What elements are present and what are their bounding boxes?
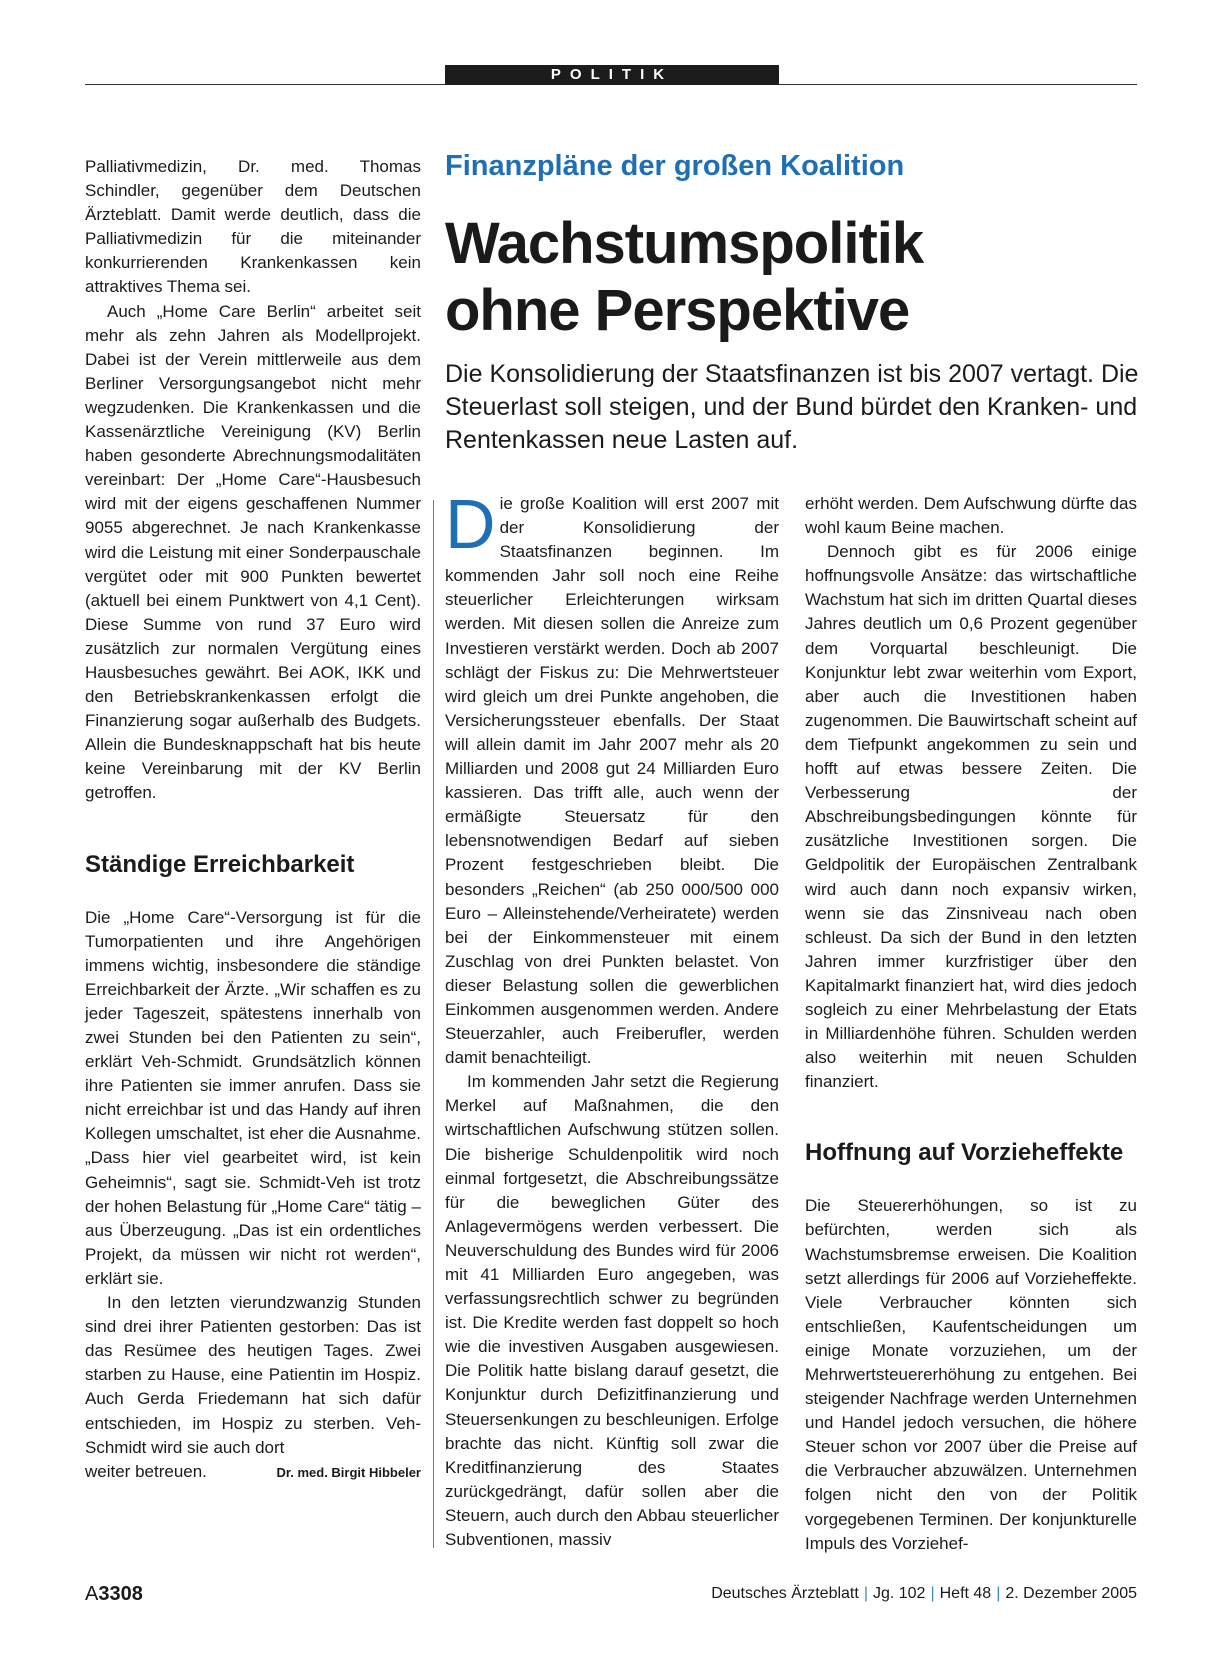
left-paragraph-4-end: weiter betreuen. [85,1461,207,1481]
author-line [85,1460,421,1485]
page-number [85,1583,143,1606]
journal-volume: Jg. 102 [872,1585,926,1602]
drop-cap: D [445,485,496,563]
right-subheading: Hoffnung auf Vorzieheffekte [805,1139,1124,1167]
headline-line-2: ohne Perspektive [445,278,910,343]
journal-footer [711,1585,1137,1603]
article-headline [445,210,1145,344]
journal-date: 2. Dezember 2005 [1005,1585,1137,1602]
middle-paragraph-2: Im kommenden Jahr setzt die Regierung Merkel auf Maßnahmen, die den wirtschaftlichen Aufschwung stützen sollen. Die bisherige Schuldenpolitik wird noch einmal fortgesetzt, die Abschreibungssätze für die beweglichen Güter des Anlagevermögens werden verbessert. Die Neuverschuldung des Bundes wird für 2006 mit 41 Milliarden Euro angegeben, was verfassungsrechtlich schwer zu begründen ist. Die Kredite werden fast doppelt so hoch wie die investiven Ausgaben ausgewiesen. Die Politik hatte bislang darauf gesetzt, die Konjunktur durch Defizitfinanzierung und Steuersenkungen zu beschleunigen. Erfolge brachte das nicht. Künftig soll zwar die Kreditfinanzierung des Staates zurückgedrängt, dafür sollen aber die Steuern, auch durch den Abbau steuerlicher Subventionen, massiv [445,1072,779,1550]
article-kicker: Finanzpläne der großen Koalition [445,150,905,182]
footer-separator: | [996,1585,1001,1602]
left-subheading: Ständige Erreichbarkeit [85,850,355,878]
article-author: Dr. med. Birgit Hibbeler [276,1464,421,1480]
left-paragraph-2: Auch „Home Care Berlin“ arbeitet seit mehr als zehn Jahren als Modellprojekt. Dabei ist der Verein mittlerweile aus dem Berliner Versorgungsangebot nicht mehr wegzudenken. Die Krankenkassen und die Kassenärztliche Vereinigung (KV) Berlin haben gesonderte Abrechnungsmodalitäten vereinbart: Der „Home Care“-Hausbesuch wird mit der eigens geschaffenen Nummer 9055 abgerechnet. Je nach Krankenkasse wird die Leistung mit einer Sonderpauschale vergütet oder mit 900 Punkten bewertet (aktuell bei einem Punktwert von 4,1 Cent). Diese Summe von rund 37 Euro wird zusätzlich zur normalen Vergütung eines Hausbesuches gewährt. Bei AOK, IKK und den Betriebskrankenkassen erfolgt die Finanzierung sogar außerhalb des Budgets. Allein die Bundesknappschaft hat bis heute keine Vereinbarung mit der KV Berlin getroffen. [85,301,421,803]
footer-separator: | [930,1585,935,1602]
column-divider [433,500,434,1548]
left-column [85,155,421,1485]
headline-line-1: Wachstumspolitik [445,211,924,276]
middle-column [445,485,779,1552]
footer-separator: | [863,1585,868,1602]
left-paragraph-1: Palliativmedizin, Dr. med. Thomas Schindler, gegenüber dem Deutschen Ärzteblatt. Damit werde deutlich, dass die Palliativmedizin für die miteinander konkurrierenden Krankenkassen kein attraktives Thema sei. [85,157,421,297]
page-number-value: 3308 [98,1583,143,1605]
right-column [805,492,1137,1556]
journal-issue: Heft 48 [939,1585,992,1602]
left-paragraph-3: Die „Home Care“-Versorgung ist für die Tumorpatienten und ihre Angehörigen immens wichtig, insbesondere die ständige Erreichbarkeit der Ärzte. „Wir schaffen es zu jeder Tageszeit, spätestens innerhalb von zwei Stunden bei den Patienten zu sein“, erklärt Veh-Schmidt. Grundsätzlich können ihre Patienten sie immer anrufen. Dass sie nicht erreichbar ist und das Handy auf ihren Kollegen umschaltet, ist eher die Ausnahme. „Dass hier viel gearbeitet wird, ist kein Geheimnis“, sagt sie. Schmidt-Veh ist trotz der hohen Belastung für „Home Care“ tätig – aus Überzeugung. „Das ist ein ordentliches Projekt, da müssen wir nicht rot werden“, erklärt sie. [85,907,421,1288]
right-paragraph-3: Die Steuererhöhungen, so ist zu befürchten, werden sich als Wachstumsbremse erweisen. Die Koalition setzt allerdings für 2006 auf Vorzieheffekte. Viele Verbraucher könnten sich entschließen, Kaufentscheidungen um einige Monate vorzuziehen, um der Mehrwertsteuererhöhung zu entgehen. Bei steigender Nachfrage werden Unternehmen und Handel jedoch versuchen, die höhere Steuer schon vor 2007 über die Preise auf die Verbraucher abzuwälzen. Unternehmen folgen nicht den von der Politik vorgegebenen Terminen. Der konjunkturelle Impuls des Vorziehef- [805,1196,1137,1553]
section-label: POLITIK [445,65,779,85]
page-prefix: A [85,1583,99,1605]
left-paragraph-4: In den letzten vierundzwanzig Stunden sind drei ihrer Patienten gestorben: Das ist das Resümee des heutigen Tages. Zwei starben zu Hause, eine Patientin im Hospiz. Auch Gerda Friedemann hat sich dafür entschieden, im Hospiz zu sterben. Veh-Schmidt wird sie auch dort [85,1293,421,1457]
right-paragraph-1: erhöht werden. Dem Aufschwung dürfte das wohl kaum Beine machen. [805,494,1137,538]
right-paragraph-2: Dennoch gibt es für 2006 einige hoffnungsvolle Ansätze: das wirtschaftliche Wachstum hat sich im dritten Quartal dieses Jahres deutlich um 0,6 Prozent gegenüber dem Vorquartal beschleunigt. Die Konjunktur lebt zwar weiterhin vom Export, aber auch die Investitionen haben zugenommen. Die Bauwirtschaft scheint auf dem Tiefpunkt angekommen zu sein und hofft auf etwas bessere Zeiten. Die Verbesserung der Abschreibungsbedingungen könnte für zusätzliche Investitionen sorgen. Die Geldpolitik der Europäischen Zentralbank wird auch dann noch expansiv wirken, wenn sie das Zinsniveau nach oben schleust. Da sich der Bund in den letzten Jahren immer kurzfristiger über den Kapitalmarkt finanziert hat, wird dies jedoch sogleich zu einer Mehrbelastung der Etats in Milliardenhöhe führen. Schulden werden also weiterhin mit neuen Schulden finanziert. [805,542,1137,1092]
article-lead: Die Konsolidierung der Staatsfinanzen ist bis 2007 vertagt. Die Steuerlast soll steigen, und der Bund bürdet den Kranken- und Rentenkassen neue Lasten auf. [445,360,1139,454]
middle-paragraph-1-text: ie große Koalition will erst 2007 mit der Konsolidierung der Staatsfinanzen beginnen. Im kommenden Jahr soll noch eine Reihe steuerlicher Erleichterungen wirksam werden. Mit diesen sollen die Anreize zum Investieren verstärkt werden. Doch ab 2007 schlägt der Fiskus zu: Die Mehrwertsteuer wird gleich um drei Punkte angehoben, die Versicherungssteuer ebenfalls. Der Staat will allein damit im Jahr 2007 mehr als 20 Milliarden und 2008 gut 24 Milliarden Euro kassieren. Das trifft alle, auch wenn der ermäßigte Steuersatz für den lebensnotwendigen Bedarf auf sieben Prozent festgeschrieben bleibt. Die besonders „Reichen“ (ab 250 000/500 000 Euro – Alleinstehende/Verheiratete) werden bei der Einkommensteuer mit einem Zuschlag von drei Punkten belastet. Von dieser Belastung sollen die gewerblichen Einkommen ausgenommen werden. Andere Steuerzahler, auch Freiberufler, werden damit benachteiligt. [445,494,779,1068]
journal-name: Deutsches Ärzteblatt [711,1585,859,1602]
middle-paragraph-1 [445,485,779,1070]
